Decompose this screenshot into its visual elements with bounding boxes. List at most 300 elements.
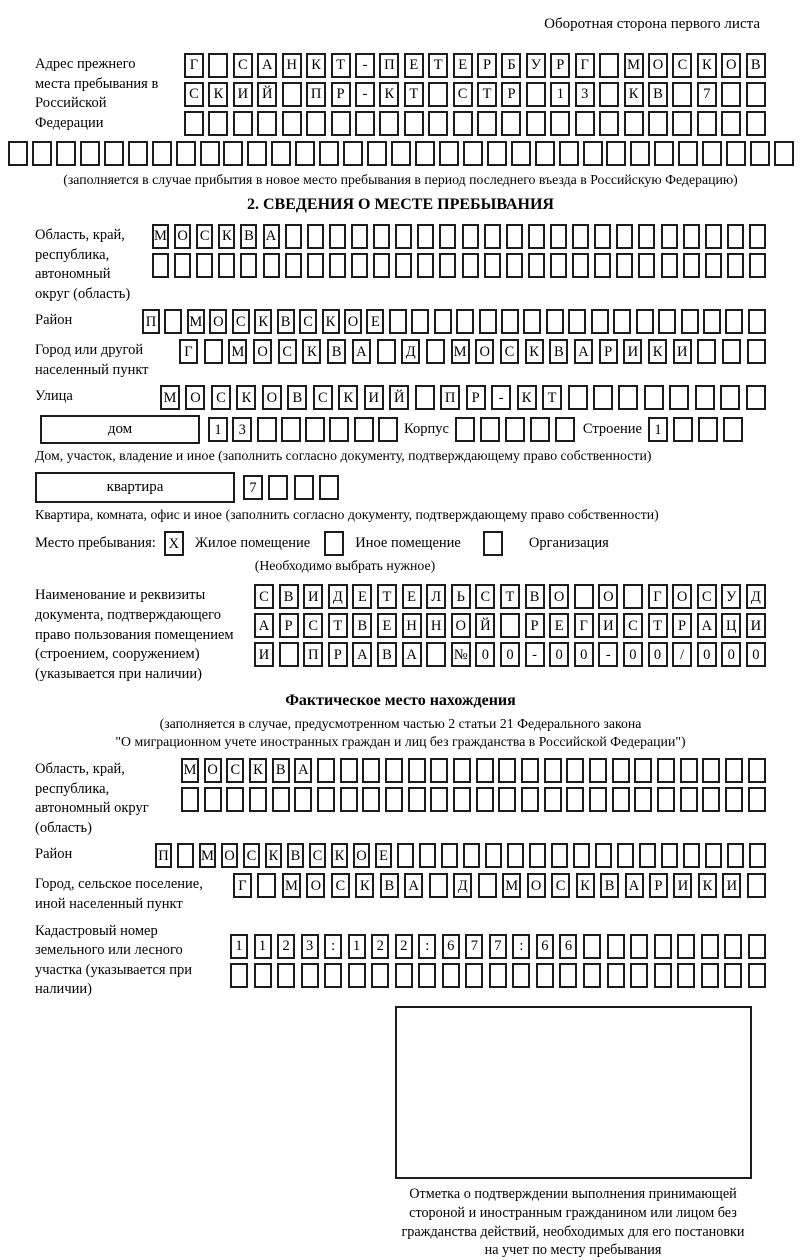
char-cell: С: [243, 843, 260, 868]
char-cell: [749, 224, 766, 249]
char-cell: [589, 787, 607, 812]
char-cell: [594, 253, 611, 278]
char-cell: [411, 309, 429, 334]
char-cell: Е: [352, 584, 372, 609]
char-cell: Т: [377, 584, 397, 609]
char-cell: Ц: [721, 613, 741, 638]
char-cell: [371, 963, 389, 988]
char-cell: С: [254, 584, 274, 609]
char-cell: [749, 843, 766, 868]
char-cell: [657, 787, 675, 812]
char-cell: [658, 309, 676, 334]
char-cell: [164, 309, 182, 334]
char-cell: [747, 873, 766, 898]
char-cell: К: [517, 385, 537, 410]
char-cell: [455, 417, 475, 442]
char-cell: [208, 111, 228, 136]
char-cell: К: [697, 53, 717, 78]
char-cell: [702, 758, 720, 783]
stroenie-cells: [648, 417, 743, 442]
char-cell: [417, 253, 434, 278]
char-cell: [705, 224, 722, 249]
fact-oblast-label: Область, край, республика, автономный округ (область): [35, 761, 149, 836]
char-cell: М: [199, 843, 216, 868]
char-cell: [638, 253, 655, 278]
char-cell: 3: [232, 417, 252, 442]
char-cell: [430, 758, 448, 783]
char-cell: [639, 843, 656, 868]
char-cell: [701, 934, 719, 959]
char-cell: [263, 253, 280, 278]
char-cell: [673, 417, 693, 442]
char-cell: [574, 584, 594, 609]
char-cell: К: [302, 339, 321, 364]
char-cell: [319, 141, 339, 166]
char-cell: [593, 385, 613, 410]
kvartira-note: Квартира, комната, офис и иное (заполнить согласно документу, подтверждающему право собственности): [35, 507, 659, 523]
char-cell: В: [380, 873, 399, 898]
char-cell: [295, 141, 315, 166]
char-cell: [501, 111, 521, 136]
char-cell: [654, 141, 674, 166]
korpus-label: Корпус: [404, 421, 449, 438]
char-cell: [661, 253, 678, 278]
mesto-option-zhiloe-label: Жилое помещение: [194, 535, 311, 552]
char-cell: С: [475, 584, 495, 609]
char-cell: Й: [475, 613, 495, 638]
char-cell: [415, 385, 435, 410]
doc-row-3: [254, 642, 766, 667]
char-cell: [426, 339, 445, 364]
char-cell: О: [353, 843, 370, 868]
char-cell: [521, 758, 539, 783]
char-cell: [748, 934, 766, 959]
char-cell: [725, 758, 743, 783]
char-cell: С: [232, 309, 250, 334]
field-prev-address: [35, 53, 778, 136]
char-cell: [305, 417, 325, 442]
char-cell: [395, 253, 412, 278]
char-cell: Д: [328, 584, 348, 609]
char-cell: [681, 309, 699, 334]
fact-gorod-row: [233, 873, 766, 898]
char-cell: [281, 417, 301, 442]
char-cell: [277, 963, 295, 988]
char-cell: /: [672, 642, 692, 667]
char-cell: [462, 253, 479, 278]
char-cell: А: [625, 873, 644, 898]
char-cell: [174, 253, 191, 278]
char-cell: 7: [697, 82, 717, 107]
char-cell: С: [233, 53, 253, 78]
char-cell: [697, 339, 716, 364]
char-cell: -: [491, 385, 511, 410]
field-gorod: [35, 339, 778, 380]
char-cell: Е: [404, 53, 424, 78]
char-cell: [749, 253, 766, 278]
char-cell: Г: [233, 873, 252, 898]
prev-address-label: Адрес прежнего места пребывания в Российской Федерации: [35, 56, 159, 131]
char-cell: О: [253, 339, 272, 364]
char-cell: [181, 787, 199, 812]
char-cell: М: [181, 758, 199, 783]
char-cell: И: [233, 82, 253, 107]
oblast-row-1: [152, 224, 766, 249]
char-cell: [439, 141, 459, 166]
char-cell: -: [355, 53, 375, 78]
char-cell: П: [306, 82, 326, 107]
char-cell: С: [500, 339, 519, 364]
char-cell: Й: [257, 82, 277, 107]
char-cell: [340, 787, 358, 812]
char-cell: В: [287, 843, 304, 868]
char-cell: [254, 963, 272, 988]
char-cell: О: [598, 584, 618, 609]
char-cell: [404, 111, 424, 136]
char-cell: [434, 309, 452, 334]
char-cell: [697, 111, 717, 136]
char-cell: С: [299, 309, 317, 334]
char-cell: П: [142, 309, 160, 334]
char-cell: С: [331, 873, 350, 898]
char-cell: 1: [648, 417, 668, 442]
char-cell: [480, 417, 500, 442]
char-cell: [568, 385, 588, 410]
char-cell: [511, 141, 531, 166]
char-cell: К: [624, 82, 644, 107]
char-cell: [599, 111, 619, 136]
char-cell: К: [236, 385, 256, 410]
char-cell: С: [184, 82, 204, 107]
char-cell: С: [551, 873, 570, 898]
char-cell: [698, 417, 718, 442]
char-cell: [606, 141, 626, 166]
char-cell: П: [303, 642, 323, 667]
prev-address-note: (заполняется в случае прибытия в новое место пребывания в период последнего въезда в Российскую Федерацию): [63, 172, 738, 187]
char-cell: Н: [402, 613, 422, 638]
char-cell: [721, 111, 741, 136]
char-cell: [152, 141, 172, 166]
char-cell: [476, 787, 494, 812]
char-cell: [233, 111, 253, 136]
char-cell: [638, 224, 655, 249]
char-cell: [373, 253, 390, 278]
char-cell: Д: [401, 339, 420, 364]
char-cell: [331, 111, 351, 136]
char-cell: Е: [377, 613, 397, 638]
char-cell: [378, 417, 398, 442]
char-cell: -: [355, 82, 375, 107]
char-cell: [419, 843, 436, 868]
char-cell: 0: [746, 642, 766, 667]
char-cell: О: [672, 584, 692, 609]
char-cell: [661, 224, 678, 249]
char-cell: [544, 758, 562, 783]
kadastr-row-2: [230, 963, 766, 988]
char-cell: [530, 417, 550, 442]
raion-label: Район: [35, 312, 73, 329]
char-cell: Д: [453, 873, 472, 898]
char-cell: [279, 642, 299, 667]
char-cell: [362, 758, 380, 783]
char-cell: [348, 963, 366, 988]
char-cell: [476, 758, 494, 783]
char-cell: О: [221, 843, 238, 868]
char-cell: [521, 787, 539, 812]
char-cell: [128, 141, 148, 166]
mesto-checkbox-org: [483, 531, 503, 556]
char-cell: [725, 309, 743, 334]
char-cell: Б: [501, 53, 521, 78]
char-cell: О: [185, 385, 205, 410]
char-cell: [599, 53, 619, 78]
char-cell: М: [282, 873, 301, 898]
char-cell: [456, 309, 474, 334]
char-cell: [408, 787, 426, 812]
char-cell: [257, 417, 277, 442]
char-cell: [613, 309, 631, 334]
char-cell: [498, 787, 516, 812]
char-cell: [484, 224, 501, 249]
char-cell: [747, 339, 766, 364]
char-cell: [506, 253, 523, 278]
char-cell: [654, 934, 672, 959]
char-cell: [748, 963, 766, 988]
char-cell: Р: [672, 613, 692, 638]
mesto-checkbox-inoe: [324, 531, 344, 556]
char-cell: О: [344, 309, 362, 334]
char-cell: [208, 53, 228, 78]
char-cell: [430, 787, 448, 812]
char-cell: [465, 963, 483, 988]
mesto-note: (Необходимо выбрать нужное): [254, 558, 436, 574]
char-cell: О: [527, 873, 546, 898]
char-cell: [774, 141, 794, 166]
char-cell: Е: [375, 843, 392, 868]
char-cell: Г: [184, 53, 204, 78]
char-cell: [408, 758, 426, 783]
char-cell: И: [722, 873, 741, 898]
char-cell: К: [208, 82, 228, 107]
char-cell: :: [324, 934, 342, 959]
char-cell: [648, 111, 668, 136]
char-cell: [559, 963, 577, 988]
fact-note-2: "О миграционном учете иностранных граждан и лиц без гражданства в Российской Федерации"): [115, 734, 686, 750]
char-cell: [618, 385, 638, 410]
char-cell: О: [475, 339, 494, 364]
raion-row: [142, 309, 766, 334]
prev-address-row-1: [184, 53, 766, 78]
section2-title: 2. СВЕДЕНИЯ О МЕСТЕ ПРЕБЫВАНИЯ: [247, 196, 554, 213]
char-cell: С: [453, 82, 473, 107]
char-cell: [683, 224, 700, 249]
char-cell: [453, 111, 473, 136]
char-cell: Р: [466, 385, 486, 410]
stroenie-label: Строение: [582, 421, 642, 438]
char-cell: [362, 787, 380, 812]
char-cell: [478, 873, 497, 898]
char-cell: [617, 843, 634, 868]
char-cell: Р: [279, 613, 299, 638]
char-cell: А: [257, 53, 277, 78]
fact-gorod-label: Город, сельское поселение, иной населенный пункт: [35, 876, 203, 912]
char-cell: И: [746, 613, 766, 638]
kadastr-label: Кадастровый номер земельного или лесного участка (указывается при наличии): [35, 922, 192, 998]
char-cell: А: [263, 224, 280, 249]
char-cell: [683, 843, 700, 868]
char-cell: 7: [243, 475, 263, 500]
char-cell: К: [525, 339, 544, 364]
char-cell: :: [418, 934, 436, 959]
char-cell: С: [303, 613, 323, 638]
char-cell: [104, 141, 124, 166]
char-cell: К: [379, 82, 399, 107]
char-cell: [583, 963, 601, 988]
char-cell: М: [152, 224, 169, 249]
kadastr-row-1: [230, 934, 766, 959]
char-cell: [535, 141, 555, 166]
char-cell: [750, 141, 770, 166]
prev-address-row-3: [184, 111, 766, 136]
char-cell: [568, 309, 586, 334]
field-ulitsa: [35, 385, 778, 410]
char-cell: [418, 963, 436, 988]
char-cell: [204, 339, 223, 364]
char-cell: [725, 787, 743, 812]
char-cell: Н: [282, 53, 302, 78]
char-cell: И: [254, 642, 274, 667]
field-fact-oblast: [35, 758, 778, 838]
char-cell: С: [278, 339, 297, 364]
char-cell: Р: [649, 873, 668, 898]
char-cell: О: [306, 873, 325, 898]
char-cell: №: [451, 642, 471, 667]
char-cell: [329, 224, 346, 249]
char-cell: [373, 224, 390, 249]
char-cell: П: [440, 385, 460, 410]
char-cell: Т: [500, 584, 520, 609]
char-cell: В: [600, 873, 619, 898]
char-cell: :: [512, 934, 530, 959]
char-cell: [630, 934, 648, 959]
char-cell: [723, 417, 743, 442]
char-cell: М: [187, 309, 205, 334]
char-cell: [550, 224, 567, 249]
char-cell: Р: [477, 53, 497, 78]
fact-note-1: (заполняется в случае, предусмотренном частью 2 статьи 21 Федерального закона: [159, 716, 642, 732]
char-cell: [439, 253, 456, 278]
char-cell: У: [721, 584, 741, 609]
char-cell: Г: [648, 584, 668, 609]
char-cell: 0: [500, 642, 520, 667]
char-cell: [566, 758, 584, 783]
char-cell: И: [673, 873, 692, 898]
char-cell: [575, 111, 595, 136]
char-cell: В: [287, 385, 307, 410]
char-cell: [307, 224, 324, 249]
char-cell: Г: [574, 613, 594, 638]
char-cell: [727, 224, 744, 249]
char-cell: Ь: [451, 584, 471, 609]
char-cell: [204, 787, 222, 812]
char-cell: А: [254, 613, 274, 638]
char-cell: [644, 385, 664, 410]
char-cell: В: [279, 584, 299, 609]
oblast-row-2: [152, 253, 766, 278]
char-cell: 0: [623, 642, 643, 667]
char-cell: [485, 843, 502, 868]
char-cell: [397, 843, 414, 868]
char-cell: [377, 339, 396, 364]
char-cell: Т: [331, 53, 351, 78]
char-cell: Л: [426, 584, 446, 609]
char-cell: [529, 843, 546, 868]
char-cell: [599, 82, 619, 107]
char-cell: Т: [404, 82, 424, 107]
char-cell: [546, 309, 564, 334]
char-cell: С: [211, 385, 231, 410]
char-cell: [702, 141, 722, 166]
char-cell: 1: [254, 934, 272, 959]
dom-cells: [208, 417, 398, 442]
char-cell: [555, 417, 575, 442]
field-fact-raion: [35, 843, 778, 868]
char-cell: [573, 843, 590, 868]
dom-box: дом: [40, 415, 200, 444]
char-cell: [152, 253, 169, 278]
char-cell: В: [327, 339, 346, 364]
char-cell: 2: [395, 934, 413, 959]
char-cell: [680, 787, 698, 812]
char-cell: Т: [648, 613, 668, 638]
char-cell: [257, 111, 277, 136]
char-cell: [595, 843, 612, 868]
char-cell: [317, 758, 335, 783]
char-cell: [705, 253, 722, 278]
char-cell: [395, 224, 412, 249]
char-cell: С: [697, 584, 717, 609]
char-cell: [324, 963, 342, 988]
char-cell: С: [672, 53, 692, 78]
char-cell: А: [402, 642, 422, 667]
field-kadastr: [35, 920, 778, 1000]
char-cell: 6: [442, 934, 460, 959]
char-cell: [636, 309, 654, 334]
char-cell: [226, 787, 244, 812]
char-cell: 6: [536, 934, 554, 959]
char-cell: Н: [426, 613, 446, 638]
char-cell: [654, 963, 672, 988]
char-cell: [506, 224, 523, 249]
char-cell: [722, 339, 741, 364]
char-cell: К: [322, 309, 340, 334]
char-cell: [463, 843, 480, 868]
char-cell: [477, 111, 497, 136]
char-cell: [701, 963, 719, 988]
char-cell: [634, 787, 652, 812]
char-cell: 0: [648, 642, 668, 667]
char-cell: [672, 111, 692, 136]
char-cell: [721, 82, 741, 107]
char-cell: О: [209, 309, 227, 334]
char-cell: [702, 787, 720, 812]
char-cell: [612, 787, 630, 812]
char-cell: [589, 758, 607, 783]
char-cell: [176, 141, 196, 166]
char-cell: [683, 253, 700, 278]
char-cell: [329, 253, 346, 278]
char-cell: 1: [208, 417, 228, 442]
